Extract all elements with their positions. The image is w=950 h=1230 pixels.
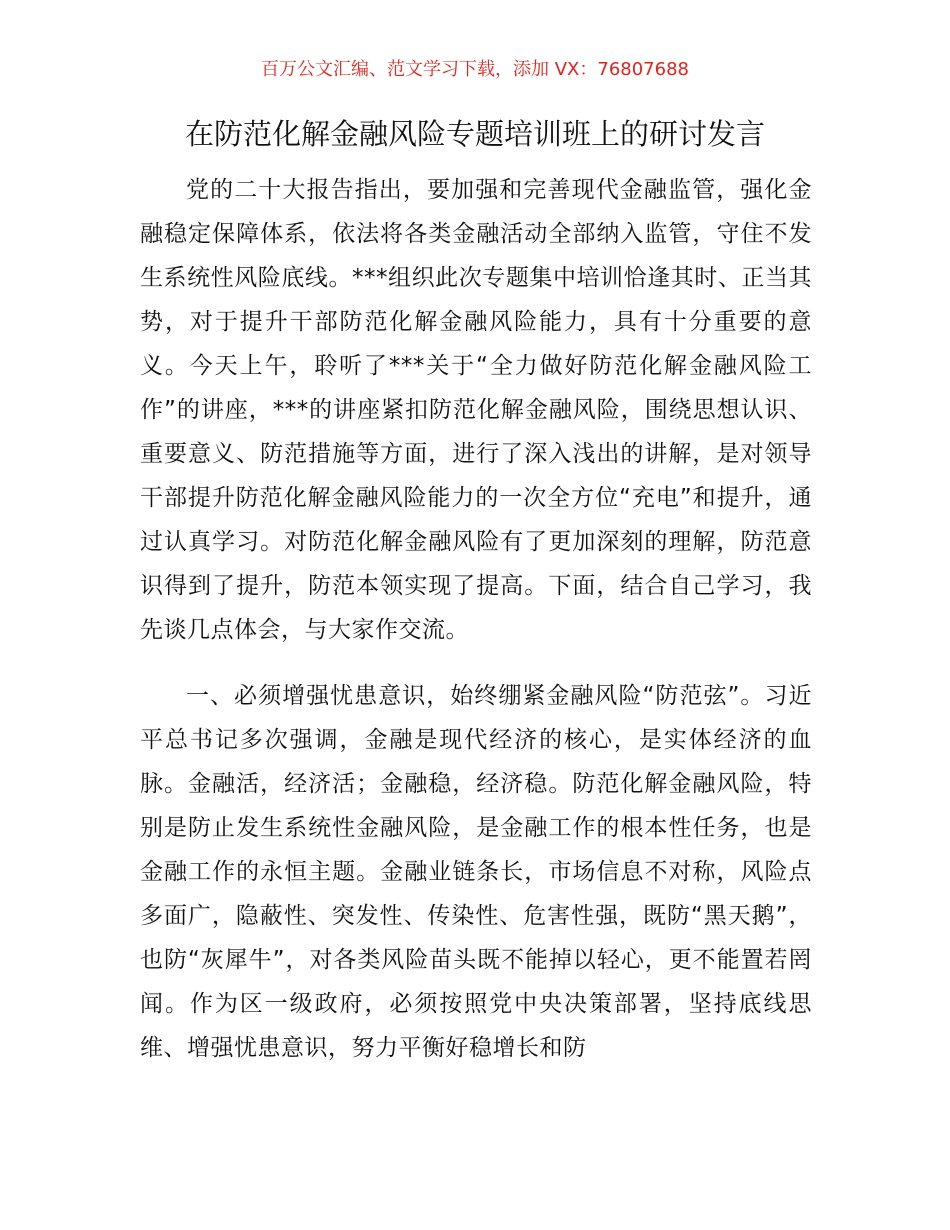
document-body <box>140 168 812 1070</box>
paragraph-section-one: 一、必须增强忧患意识，始终绷紧金融风险“防范弦”。习近平总书记多次强调，金融是现代经济的核心，是实体经济的血脉。金融活，经济活；金融稳，经济稳。防范化解金融风险，特别是防止发生系统性金融风险，是金融工作的根本性任务，也是金融工作的永恒主题。金融业链条长，市场信息不对称，风险点多面广，隐蔽性、突发性、传染性、危害性强，既防“黑天鹅”，也防“灰犀牛”，对各类风险苗头既不能掉以轻心，更不能置若罔闻。作为区一级政府，必须按照党中央决策部署，坚持底线思维、增强忧患意识，努力平衡好稳增长和防 <box>140 683 812 1061</box>
document-title: 在防范化解金融风险专题培训班上的研讨发言 <box>184 117 765 151</box>
header-banner: 百万公文汇编、范文学习下载，添加 VX：76807688 <box>261 59 689 80</box>
paragraph-intro: 党的二十大报告指出，要加强和完善现代金融监管，强化金融稳定保障体系，依法将各类金融活动全部纳入监管，守住不发生系统性风险底线。***组织此次专题集中培训恰逢其时、正当其势，对于提升干部防范化解金融风险能力，具有十分重要的意义。今天上午，聆听了***关于“全力做好防范化解金融风险工作”的讲座，***的讲座紧扣防范化解金融风险，围绕思想认识、重要意义、防范措施等方面，进行了深入浅出的讲解，是对领导干部提升防范化解金融风险能力的一次全方位“充电”和提升，通过认真学习。对防范化解金融风险有了更加深刻的理解，防范意识得到了提升，防范本领实现了提高。下面，结合自己学习，我先谈几点体会，与大家作交流。 <box>140 177 812 643</box>
